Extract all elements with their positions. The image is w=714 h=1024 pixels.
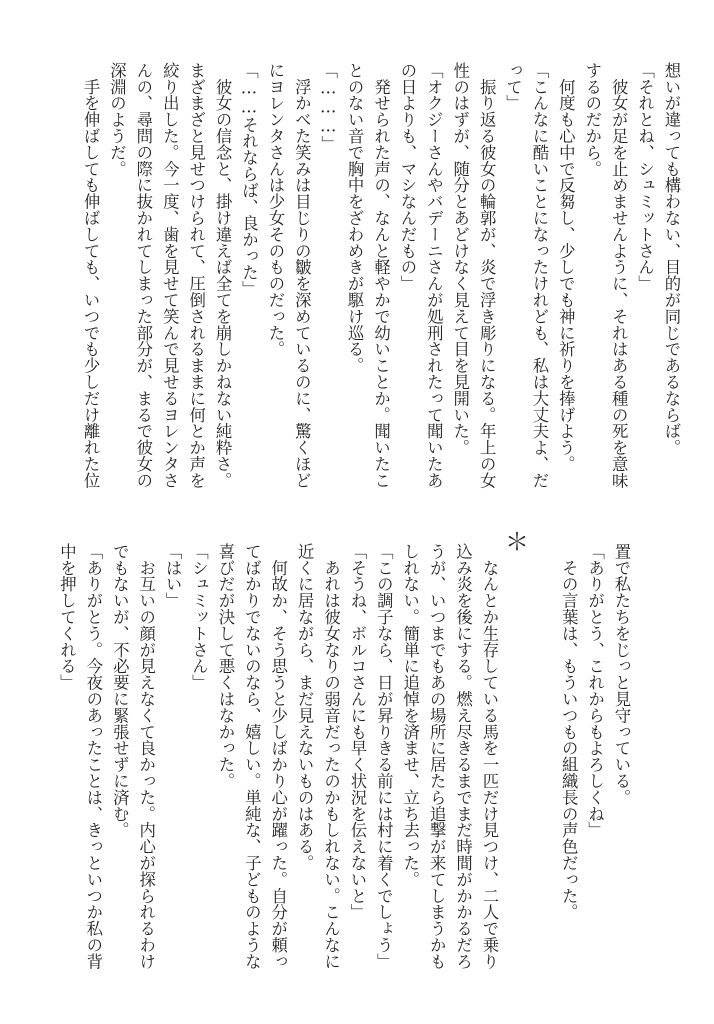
text-line: 「………」 [318, 62, 338, 152]
text-line: 彼女が足を止めませんように、それはある種の死を意味 [609, 62, 629, 489]
text-block-top [77, 62, 684, 502]
text-line: するのだから。 [582, 62, 602, 177]
text-line: にヨレンタさんは少女そのものだった。 [265, 62, 285, 358]
text-line: 「こんなに酷いことになったけれども、私は大丈夫よ、だ [529, 62, 549, 489]
text-line: 込み炎を後にする。燃え尽きるまでまだ時間がかかるだろ [453, 543, 473, 970]
text-block-bottom [53, 543, 634, 983]
text-line: 中を押してくれる」 [57, 543, 77, 691]
text-line: 「ありがとう、これからもよろしくね」 [585, 543, 605, 839]
text-line [528, 543, 554, 983]
text-line: 置で私たちをじっと見守っている。 [612, 543, 631, 806]
text-line: 浮かべた笑みは目じりの皺を深めているのに、驚くほど [292, 62, 312, 489]
text-line: 「はい」 [163, 543, 183, 609]
section-break-asterisk: ＊ [505, 528, 529, 556]
text-line: って」 [503, 62, 523, 112]
text-line: しれない。簡単に追悼を済ませ、立ち去った。 [400, 543, 420, 888]
text-line: 「そうね、ボルコさんにも早く状況を伝えないと」 [347, 543, 367, 921]
text-line: 「ありがとう。今夜のあったことは、きっといつか私の背 [83, 543, 103, 970]
text-line: 「それとね、シュミットさん」 [635, 62, 655, 292]
text-line: 深淵のようだ。 [107, 62, 127, 177]
text-line: 「オクジーさんやバデーニさんが処刑されたって聞いたあ [424, 62, 444, 489]
text-line: 何度も心中で反芻し、少しでも神に祈りを捧げよう。 [556, 62, 576, 472]
text-line: 想いが違っても構わない、目的が同じであるならば。 [662, 62, 681, 456]
text-line [502, 543, 528, 983]
text-line: 発せられた声の、なんと軽やかで幼いことか。聞いたこ [371, 62, 391, 489]
text-line: 「シュミットさん」 [189, 543, 209, 691]
text-line: 絞り出した。今一度、歯を見せて笑んで見せるヨレンタさ [160, 62, 180, 489]
text-line: 喜びだが決して悪くはなかった。 [215, 543, 235, 789]
text-line: てばかりでないのなら、嬉しい。単純な、子どものような [242, 543, 262, 970]
text-line: 何故か、そう思うと少しばかり心が躍った。自分が頼っ [268, 543, 288, 970]
text-line: 彼女の信念と、掛け違えば全てを崩しかねない純粋さ。 [213, 62, 233, 489]
text-line: 性のはずが、随分とあどけなく見えて目を見開いた。 [450, 62, 470, 456]
text-line: あれは彼女なりの弱音だったのかもしれない。こんなに [321, 543, 341, 970]
text-line: とのない音で胸中をざわめきが駆け巡る。 [345, 62, 365, 374]
text-line: まざまざと見せつけられて、圧倒されるままに何とか声を [186, 62, 206, 489]
text-line: その言葉は、もういつもの組織長の声色だった。 [559, 543, 579, 921]
text-line: うが、いつまでもあの場所に居たら追撃が来てしまうかも [427, 543, 447, 970]
text-line: お互いの顔が見えなくて良かった。内心が探られるわけ [136, 543, 156, 970]
text-line: 「この調子なら、日が昇りきる前には村に着くでしょう」 [374, 543, 394, 970]
text-line: でもないが、不必要に緊張せずに済む。 [110, 543, 130, 839]
text-line: 「……それならば、良かった」 [239, 62, 259, 297]
text-line: の日よりも、マシなんだもの」 [397, 62, 417, 292]
text-line: んの、尋問の際に抜かれてしまった部分が、まるで彼女の [133, 62, 153, 489]
text-line: 近くに居ながら、まだ見えないものはある。 [295, 543, 315, 871]
text-line: 振り返る彼女の輪郭が、炎で浮き彫りになる。年上の女 [477, 62, 497, 489]
text-line: 手を伸ばしても伸ばしても、いつでも少しだけ離れた位 [81, 62, 101, 489]
text-line: なんとか生存している馬を一匹だけ見つけ、二人で乗り [479, 543, 499, 970]
